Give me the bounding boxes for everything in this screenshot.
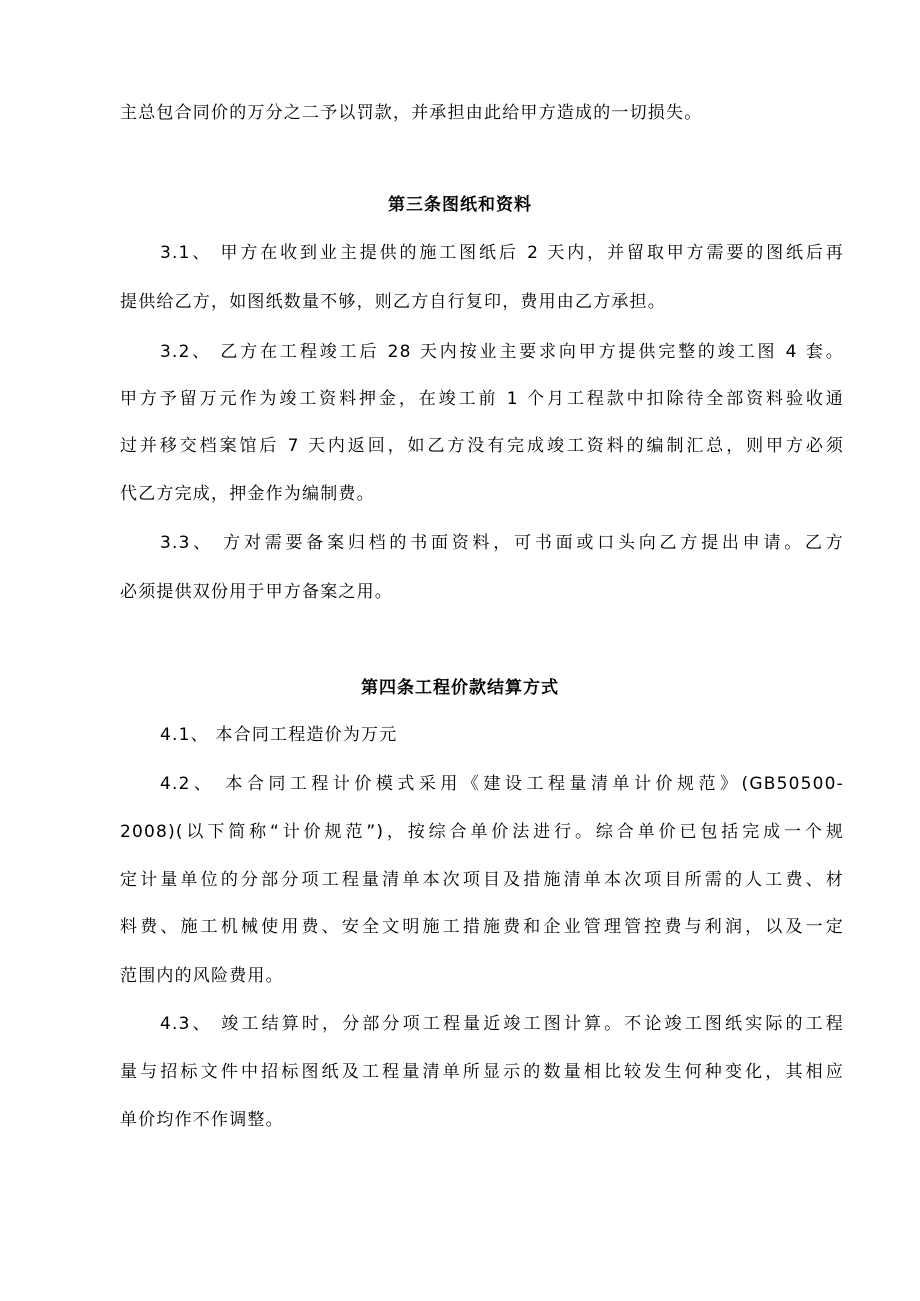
clause-3-2-line-4: 代乙方完成，押金作为编制费。 (120, 484, 375, 504)
clause-3-3-line-1: 3.3、 方对需要备案归档的书面资料，可书面或口头向乙方提出申请。乙方 (160, 533, 844, 553)
clause-4-3-line-2: 量与招标文件中招标图纸及工程量清单所显示的数量相比较发生何种变化，其相应 (120, 1062, 844, 1082)
clause-3-1-line-2: 提供给乙方，如图纸数量不够，则乙方自行复印，费用由乙方承担。 (120, 292, 666, 312)
section-4-title: 第四条工程价款结算方式 (361, 678, 559, 698)
clause-3-1-line-1: 3.1、 甲方在收到业主提供的施工图纸后 2 天内，并留取甲方需要的图纸后再 (160, 243, 844, 263)
clause-4-1-line-1: 4.1、 本合同工程造价为万元 (160, 725, 398, 745)
clause-4-2-line-2: 2008)(以下简称“计价规范”)，按综合单价法进行。综合单价已包括完成一个规 (120, 822, 844, 842)
clause-4-3-line-1: 4.3、 竣工结算时，分部分项工程量近竣工图计算。不论竣工图纸实际的工程 (160, 1014, 844, 1034)
clause-4-2-line-5: 范围内的风险费用。 (120, 966, 284, 986)
clause-3-3-line-2: 必须提供双份用于甲方备案之用。 (120, 582, 393, 602)
clause-4-2-line-3: 定计量单位的分部分项工程量清单本次项目及措施清单本次项目所需的人工费、材 (120, 870, 844, 890)
clause-4-3-line-3: 单价均作不作调整。 (120, 1110, 284, 1130)
clause-3-2-line-2: 甲方予留万元作为竣工资料押金，在竣工前 1 个月工程款中扣除待全部资料验收通 (120, 389, 844, 409)
carryover-line: 主总包合同价的万分之二予以罚款，并承担由此给甲方造成的一切损失。 (120, 103, 703, 123)
clause-4-2-line-1: 4.2、 本合同工程计价模式采用《建设工程量清单计价规范》(GB50500- (160, 774, 844, 794)
clause-3-2-line-1: 3.2、 乙方在工程竣工后 28 天内按业主要求向甲方提供完整的竣工图 4 套。 (160, 342, 844, 362)
section-3-title: 第三条图纸和资料 (388, 195, 532, 215)
clause-3-2-line-3: 过并移交档案馆后 7 天内返回，如乙方没有完成竣工资料的编制汇总，则甲方必须 (120, 436, 844, 456)
clause-4-2-line-4: 料费、施工机械使用费、安全文明施工措施费和企业管理管控费与利润，以及一定 (120, 917, 844, 937)
